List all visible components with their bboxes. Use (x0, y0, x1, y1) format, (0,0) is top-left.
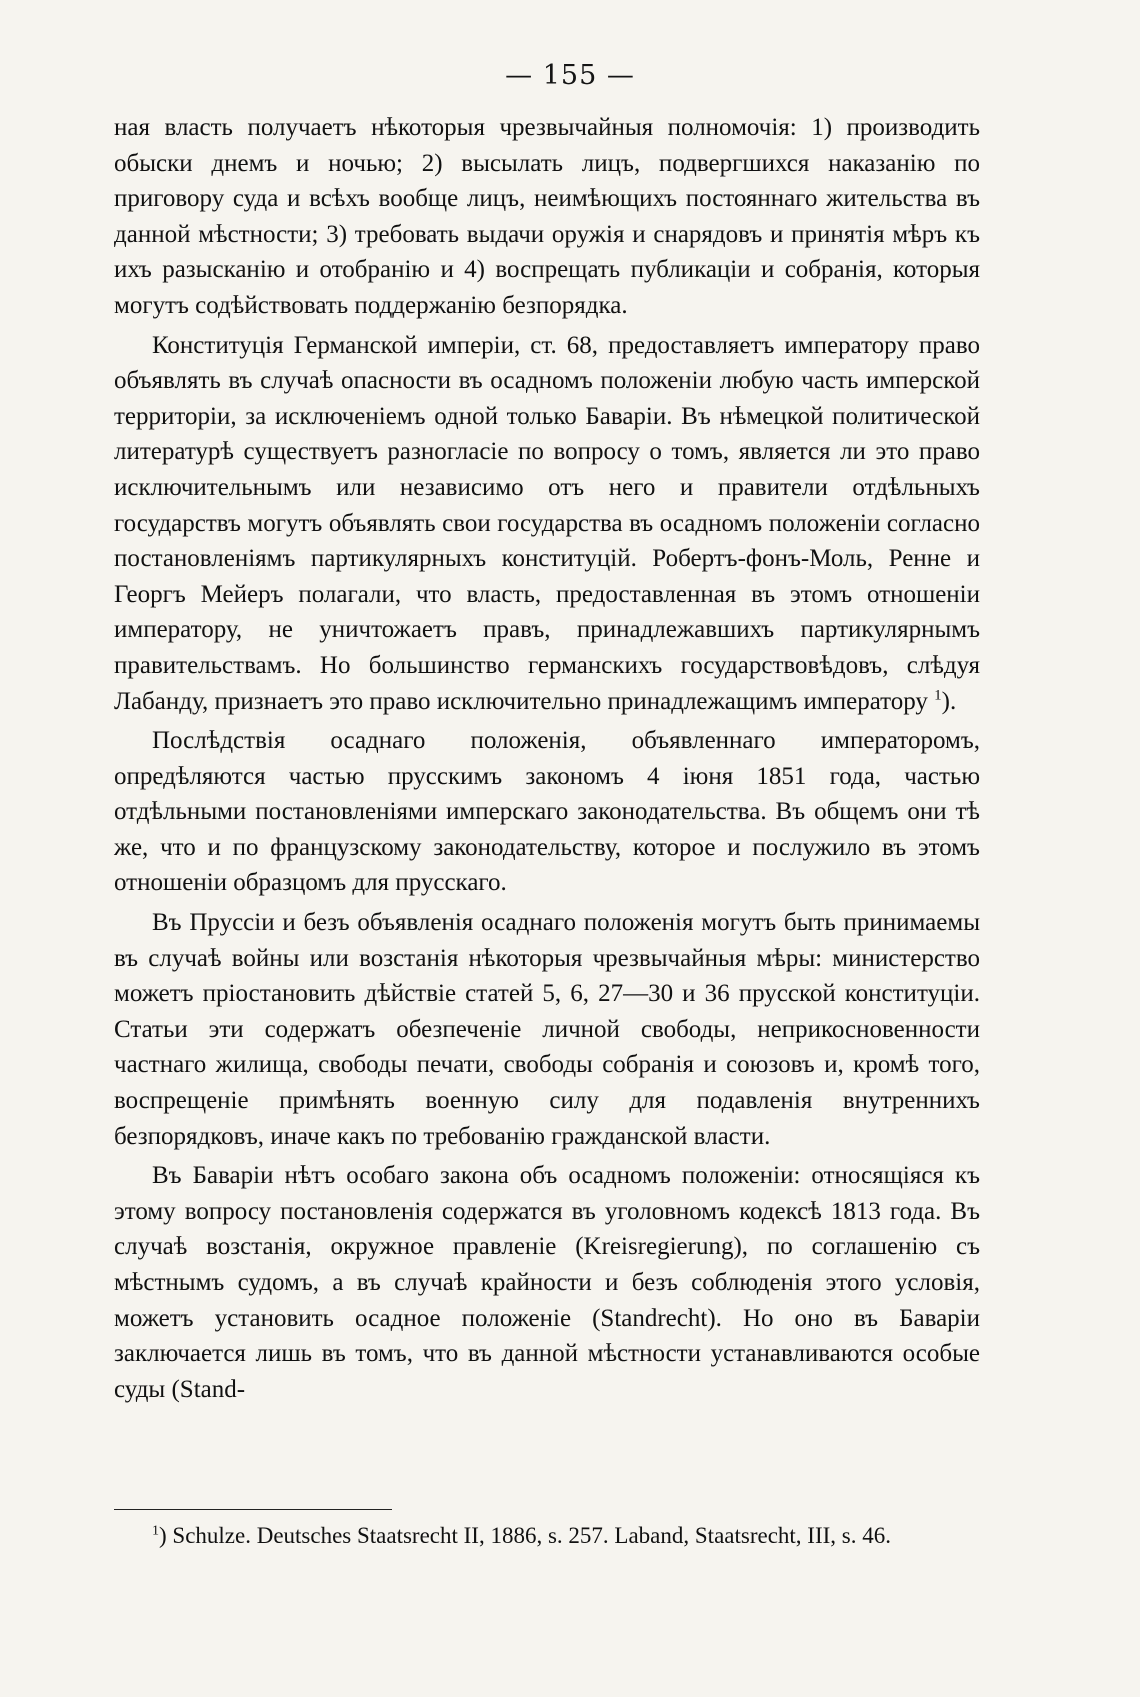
paragraph-continuation: ная власть получаетъ нѣкоторыя чрезвычайныя полномочія: 1) производить обыски днемъ и ночью; 2) высылать лицъ, подвергшихся наказанію по приговору суда и всѣхъ вообще лицъ, неимѣющихъ постояннаго жительства въ данной мѣстности; 3) требовать выдачи оружія и снарядовъ и принятія мѣръ къ ихъ разысканію и отобранію и 4) воспрещать публикаціи и собранія, которыя могутъ содѣйствовать поддержанію безпорядка. (114, 114, 980, 319)
paragraph-bavaria: Въ Баваріи нѣтъ особаго закона объ осадномъ положеніи: относящіяся къ этому вопросу постановленія содержатся въ уголовномъ кодексѣ 1813 года. Въ случаѣ возстанія, окружное правленіе (Kreisregierung), по соглашенію съ мѣстнымъ судомъ, а въ случаѣ крайности и безъ соблюденія этого условія, можетъ установить осадное положеніе (Standrecht). Но оно въ Баваріи заключается лишь въ томъ, что въ данной мѣстности устанавливаются особые суды (Stand- (114, 1162, 980, 1403)
page-number: — 155 — (505, 60, 635, 91)
paragraph-consequences: Послѣдствія осаднаго положенія, объявленнаго императоромъ, опредѣляются частью прусскимъ закономъ 4 іюня 1851 года, частью отдѣльными постановленіями имперскаго законодательства. Въ общемъ они тѣ же, что и по французскому законодательству, которое и послужило въ этомъ отношеніи образцомъ для прусскаго. (114, 727, 980, 897)
footnote (114, 1520, 980, 1552)
body-text (114, 110, 980, 1407)
paragraph-prussia: Въ Пруссіи и безъ объявленія осаднаго положенія могутъ быть принимаемы въ случаѣ войны или возстанія нѣкоторыя чрезвычайныя мѣры: министерство можетъ пріостановить дѣйствіе статей 5, 6, 27—30 и 36 прусской конституціи. Статьи эти содержатъ обезпеченіе личной свободы, неприкосновенности частнаго жилища, свободы печати, свободы собранія и союзовъ и, кромѣ того, воспрещеніе примѣнять военную силу для подавленія внутреннихъ безпорядковъ, иначе какъ по требованію гражданской власти. (114, 909, 980, 1150)
footnote-marker: 1 (152, 1523, 159, 1539)
footnote-divider (114, 1509, 392, 1510)
paragraph-text: Конституція Германской имперіи, ст. 68, предоставляетъ императору право объявлять въ случаѣ опасности въ осадномъ положеніи любую часть имперской территоріи, за исключеніемъ одной только Баваріи. Въ нѣмецкой политической литературѣ существуетъ разногласіе по вопросу о томъ, является ли это право исключительнымъ или независимо отъ него и правители отдѣльныхъ государствъ могутъ объявлять свои государства въ осадномъ положеніи согласно постановленіямъ партикулярныхъ конституцій. Робертъ-фонъ-Моль, Ренне и Георгъ Мейеръ полагали, что власть, предоставленная въ этомъ отношеніи императору, не уничтожаетъ правъ, принадлежавшихъ партикулярнымъ правительствамъ. Но большинство германскихъ государствовѣдовъ, слѣдуя Лабанду, признаетъ это право исключительно принадлежащимъ императору (114, 331, 980, 715)
footnote-reference-tail: ). (941, 687, 957, 715)
footnote-text: ) Schulze. Deutsches Staatsrecht II, 1886, s. 257. Laband, Staatsrecht, III, s. 46. (159, 1523, 891, 1548)
footnote-reference[interactable]: 1 (934, 687, 942, 704)
paragraph-german-constitution (114, 328, 980, 720)
